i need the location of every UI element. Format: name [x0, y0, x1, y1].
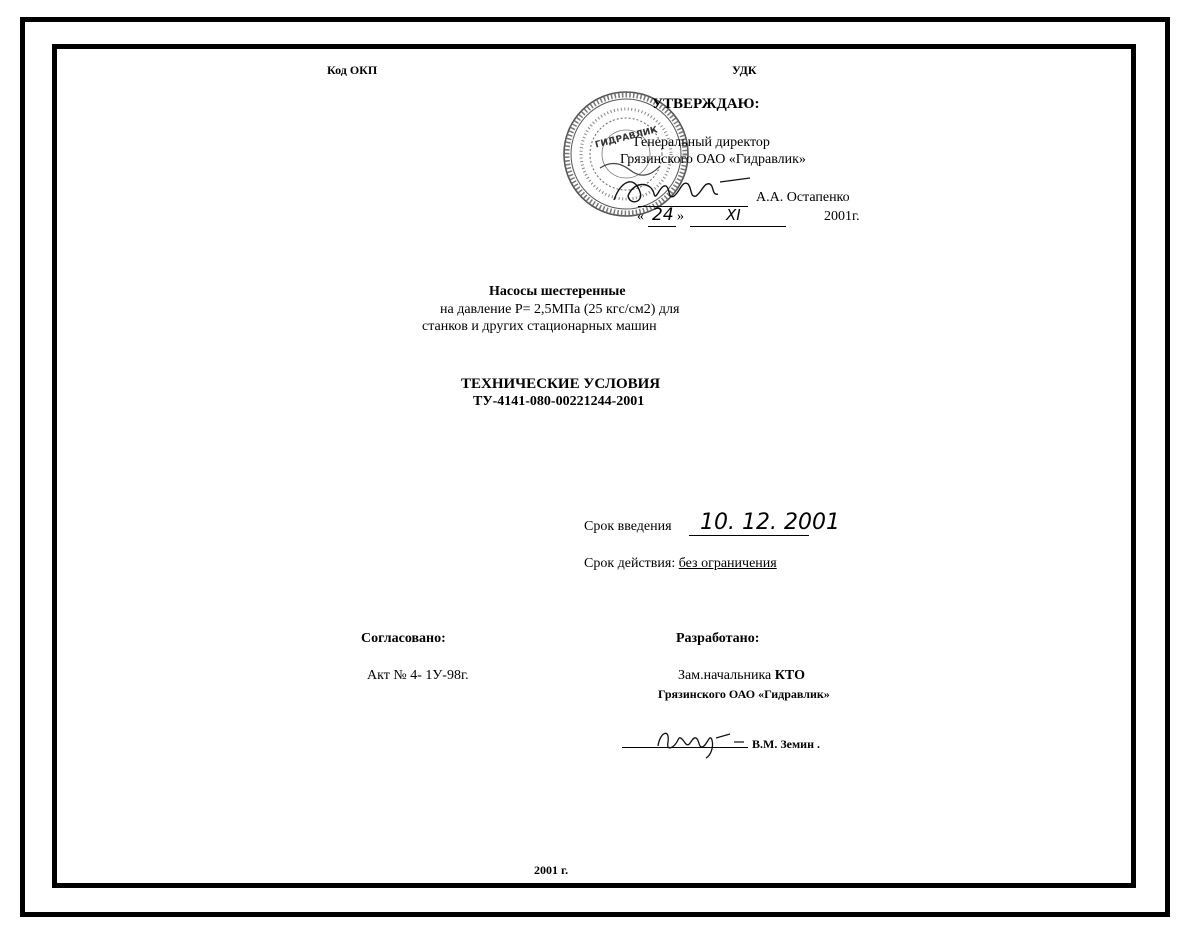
agreed-act: Акт № 4- 1У-98г.: [367, 668, 469, 683]
product-line3: станков и других стационарных машин: [422, 319, 657, 334]
developed-position: [678, 669, 805, 683]
developed-title: Разработано:: [676, 631, 760, 646]
intro-date-line: [689, 535, 809, 536]
approval-date-day: 24: [652, 205, 674, 225]
approval-date-close-quote: »: [677, 209, 684, 224]
approval-date-year: 2001г.: [824, 209, 860, 224]
approval-signatory: А.А. Остапенко: [756, 190, 850, 205]
validity-row: [584, 557, 777, 571]
approval-position-line1: Генеральный директор: [634, 135, 770, 150]
footer-year: 2001 г.: [534, 863, 569, 877]
product-line2: на давление Р= 2,5МПа (25 кгс/см2) для: [440, 302, 680, 317]
approval-date-open-quote: «: [637, 209, 644, 224]
developed-position-dept: КТО: [774, 668, 805, 683]
intro-date-label: Срок введения: [584, 519, 672, 534]
approval-day-line: [648, 226, 676, 227]
validity-label: Срок действия:: [584, 556, 679, 571]
approval-date-month: XI: [726, 206, 741, 224]
approval-signature: [600, 162, 760, 212]
approval-position-line2: Грязинского ОАО «Гидравлик»: [620, 152, 806, 167]
spec-title: ТЕХНИЧЕСКИЕ УСЛОВИЯ: [461, 376, 661, 392]
intro-date-value: 10. 12. 2001: [700, 510, 840, 535]
developed-position-prefix: Зам.начальника: [678, 668, 775, 683]
agreed-title: Согласовано:: [361, 631, 446, 646]
approval-title: УТВЕРЖДАЮ:: [652, 96, 760, 112]
validity-value: без ограничения: [678, 556, 777, 571]
developed-organization: Грязинского ОАО «Гидравлик»: [658, 687, 830, 701]
stamp-text: ГИДРАВЛИК: [594, 125, 659, 151]
okp-code-label: Код ОКП: [327, 63, 378, 77]
product-title: Насосы шестеренные: [489, 284, 626, 299]
developer-signatory: В.М. Земин .: [752, 737, 820, 751]
spec-code: ТУ-4141-080-00221244-2001: [473, 394, 645, 409]
developer-signature: [650, 722, 760, 762]
udk-label: УДК: [732, 63, 757, 77]
approval-month-line: [690, 226, 786, 227]
